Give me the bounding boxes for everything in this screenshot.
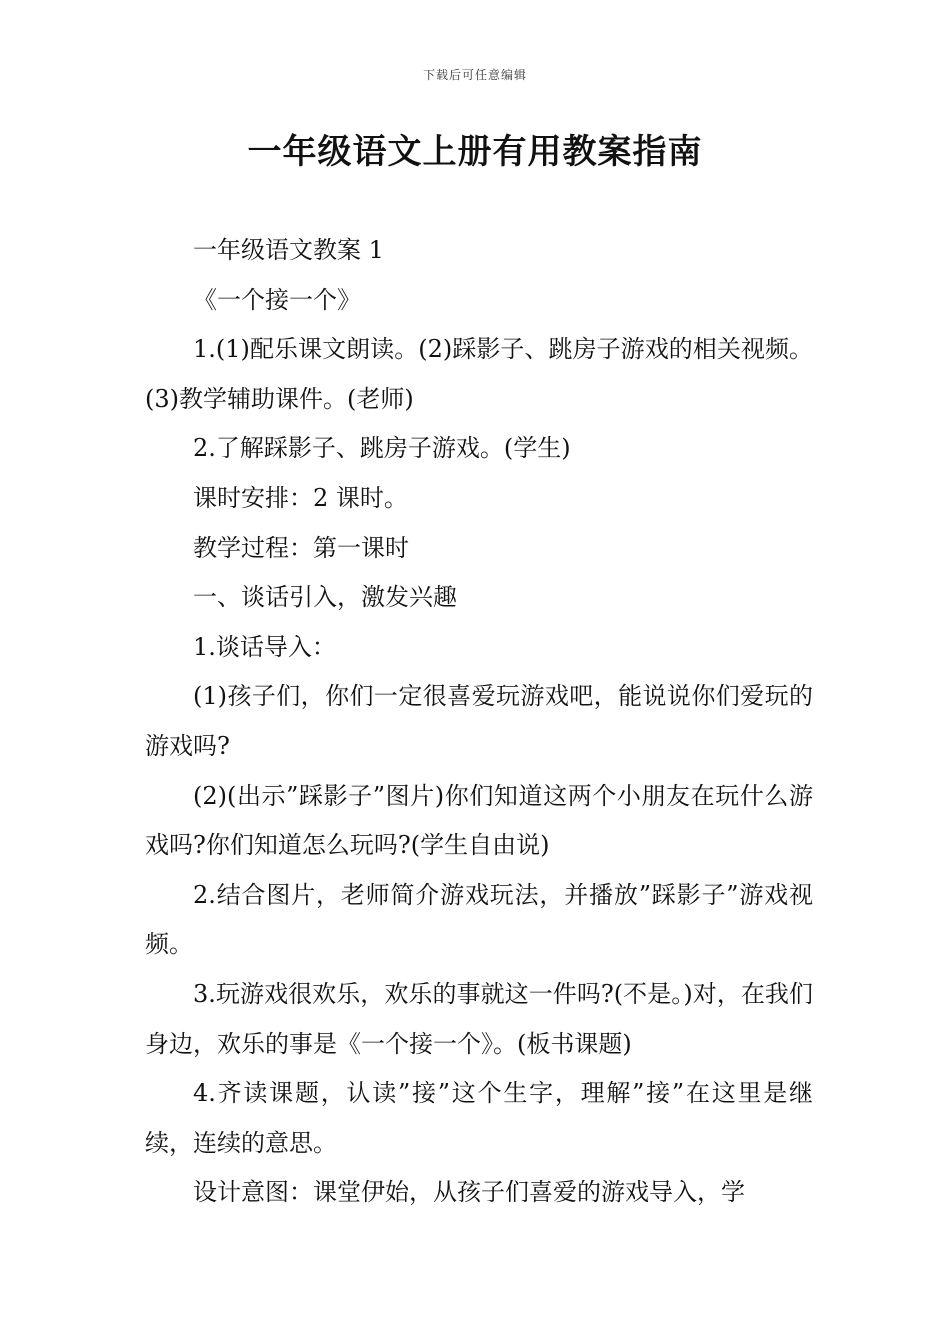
paragraph-step-2: 2.结合图片，老师简介游戏玩法，并播放”踩影子”游戏视频。 xyxy=(145,880,813,959)
paragraph-schedule: 课时安排：2 课时。 xyxy=(193,483,408,512)
paragraph-intro-heading: 1.谈话导入： xyxy=(193,632,336,661)
paragraph-step-3: 3.玩游戏很欢乐，欢乐的事就这一件吗?(不是。)对，在我们身边，欢乐的事是《一个接一个》。(板书课题) xyxy=(145,979,813,1058)
paragraph-lesson-heading: 一年级语文教案 1 xyxy=(193,236,384,264)
paragraph-materials-student: 2.了解踩影子、跳房子游戏。(学生) xyxy=(193,434,571,463)
document-title: 一年级语文上册有用教案指南 xyxy=(247,132,703,172)
header-note: 下载后可任意编辑 xyxy=(422,68,527,82)
paragraph-process: 教学过程：第一课时 xyxy=(193,533,409,562)
paragraph-section-one: 一、谈话引入，激发兴趣 xyxy=(193,583,457,612)
paragraph-intro-question-2: (2)(出示”踩影子”图片)你们知道这两个小朋友在玩什么游戏吗?你们知道怎么玩吗?(学生自由说) xyxy=(145,781,813,860)
paragraph-step-4: 4.齐读课题，认读”接”这个生字，理解”接”在这里是继续，连续的意思。 xyxy=(145,1079,813,1157)
paragraph-intro-question-1: (1)孩子们，你们一定很喜爱玩游戏吧，能说说你们爱玩的游戏吗? xyxy=(145,682,813,760)
paragraph-design-intent: 设计意图：课堂伊始，从孩子们喜爱的游戏导入，学 xyxy=(193,1178,745,1207)
paragraph-lesson-title: 《一个接一个》 xyxy=(193,285,361,314)
paragraph-materials-teacher: 1.(1)配乐课文朗读。(2)踩影子、跳房子游戏的相关视频。(3)教学辅助课件。(老师) xyxy=(145,335,813,413)
document-body xyxy=(145,226,813,1218)
